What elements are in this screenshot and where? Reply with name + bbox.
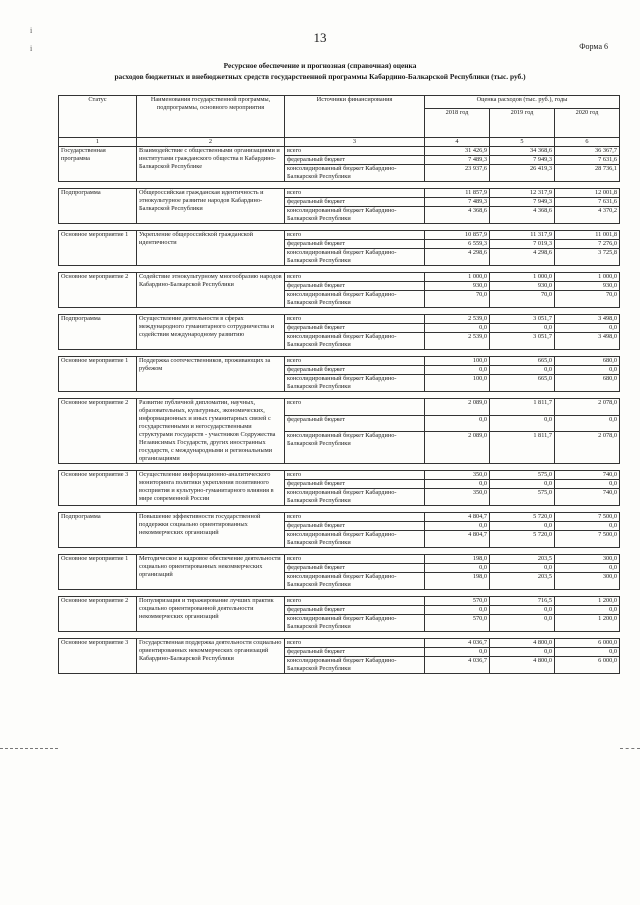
column-number: 5	[490, 138, 555, 147]
row-program-name: Осуществление деятельности в сферах международного гуманитарного сотрудничества и содействия международному развитию	[137, 315, 285, 350]
funding-source: консолидированный бюджет Кабардино-Балкарской Республики	[285, 573, 425, 590]
block-spacer	[59, 182, 620, 189]
funding-source: всего	[285, 555, 425, 564]
expense-value: 100,0	[425, 357, 490, 366]
expense-value: 0,0	[490, 606, 555, 615]
expense-value: 665,0	[490, 375, 555, 392]
column-number: 6	[555, 138, 620, 147]
expense-value: 2 539,0	[425, 315, 490, 324]
expense-value: 6 559,3	[425, 240, 490, 249]
expense-value: 3 051,7	[490, 333, 555, 350]
block-spacer	[59, 308, 620, 315]
block-spacer-cell	[59, 464, 620, 471]
block-spacer-cell	[59, 590, 620, 597]
expense-value: 0,0	[490, 564, 555, 573]
expense-value: 31 426,9	[425, 147, 490, 156]
expense-value: 0,0	[425, 415, 490, 432]
block-spacer	[59, 266, 620, 273]
column-number: 1	[59, 138, 137, 147]
table-row	[59, 147, 620, 156]
row-status: Подпрограмма	[59, 189, 137, 224]
expense-value: 0,0	[555, 564, 620, 573]
expense-value: 0,0	[555, 522, 620, 531]
funding-source: всего	[285, 189, 425, 198]
expense-value: 300,0	[555, 573, 620, 590]
block-spacer	[59, 464, 620, 471]
expense-value: 2 089,0	[425, 399, 490, 416]
expense-value: 6 000,0	[555, 639, 620, 648]
expense-value: 930,0	[425, 282, 490, 291]
expense-value: 930,0	[555, 282, 620, 291]
expense-value: 2 089,0	[425, 432, 490, 464]
funding-source: консолидированный бюджет Кабардино-Балкарской Республики	[285, 489, 425, 506]
block-spacer	[59, 224, 620, 231]
expense-value: 70,0	[555, 291, 620, 308]
expense-value: 7 019,3	[490, 240, 555, 249]
expense-value: 3 498,0	[555, 315, 620, 324]
expense-value: 34 368,6	[490, 147, 555, 156]
scan-edge-line	[620, 748, 640, 749]
block-spacer	[59, 506, 620, 513]
table-row	[59, 513, 620, 522]
expense-value: 11 317,9	[490, 231, 555, 240]
funding-source: федеральный бюджет	[285, 282, 425, 291]
expense-value: 2 078,0	[555, 432, 620, 464]
block-spacer	[59, 392, 620, 399]
expense-value: 680,0	[555, 357, 620, 366]
expense-value: 7 489,3	[425, 156, 490, 165]
expense-value: 7 631,6	[555, 156, 620, 165]
expense-value: 1 200,0	[555, 597, 620, 606]
funding-source: федеральный бюджет	[285, 648, 425, 657]
expense-value: 6 000,0	[555, 657, 620, 674]
scan-edge-line	[0, 748, 58, 749]
expense-value: 5 720,0	[490, 513, 555, 522]
expense-value: 70,0	[490, 291, 555, 308]
funding-source: всего	[285, 147, 425, 156]
budget-table-body	[59, 147, 620, 674]
block-spacer-cell	[59, 266, 620, 273]
expense-value: 300,0	[555, 555, 620, 564]
funding-source: федеральный бюджет	[285, 480, 425, 489]
row-program-name: Государственная поддержка деятельности социально ориентированных некоммерческих организаций Кабардино-Балкарской Республики	[137, 639, 285, 674]
expense-value: 1 811,7	[490, 399, 555, 416]
expense-value: 11 857,9	[425, 189, 490, 198]
expense-value: 665,0	[490, 357, 555, 366]
table-row	[59, 231, 620, 240]
expense-value: 350,0	[425, 471, 490, 480]
funding-source: консолидированный бюджет Кабардино-Балкарской Республики	[285, 291, 425, 308]
row-status: Подпрограмма	[59, 513, 137, 548]
funding-source: консолидированный бюджет Кабардино-Балкарской Республики	[285, 333, 425, 350]
expense-value: 930,0	[490, 282, 555, 291]
expense-value: 570,0	[425, 615, 490, 632]
header-estimate: Оценка расходов (тыс. руб.), годы	[425, 96, 620, 109]
expense-value: 0,0	[555, 606, 620, 615]
expense-value: 2 078,0	[555, 399, 620, 416]
expense-value: 10 857,9	[425, 231, 490, 240]
funding-source: федеральный бюджет	[285, 198, 425, 207]
funding-source: консолидированный бюджет Кабардино-Балкарской Республики	[285, 432, 425, 464]
expense-value: 4 370,2	[555, 207, 620, 224]
block-spacer-cell	[59, 308, 620, 315]
expense-value: 36 367,7	[555, 147, 620, 156]
expense-value: 1 200,0	[555, 615, 620, 632]
funding-source: федеральный бюджет	[285, 415, 425, 432]
expense-value: 7 949,3	[490, 156, 555, 165]
expense-value: 4 368,6	[425, 207, 490, 224]
funding-source: федеральный бюджет	[285, 564, 425, 573]
expense-value: 4 804,7	[425, 531, 490, 548]
row-status: Основное мероприятие 1	[59, 357, 137, 392]
funding-source: федеральный бюджет	[285, 366, 425, 375]
expense-value: 11 001,8	[555, 231, 620, 240]
expense-value: 28 736,1	[555, 165, 620, 182]
expense-value: 0,0	[425, 522, 490, 531]
expense-value: 4 298,6	[425, 249, 490, 266]
expense-value: 575,0	[490, 471, 555, 480]
table-row	[59, 357, 620, 366]
document-title	[40, 60, 600, 82]
expense-value: 0,0	[555, 648, 620, 657]
row-status: Основное мероприятие 1	[59, 231, 137, 266]
expense-value: 4 298,6	[490, 249, 555, 266]
expense-value: 12 001,8	[555, 189, 620, 198]
expense-value: 12 317,9	[490, 189, 555, 198]
block-spacer-cell	[59, 506, 620, 513]
funding-source: консолидированный бюджет Кабардино-Балкарской Республики	[285, 657, 425, 674]
expense-value: 7 949,3	[490, 198, 555, 207]
row-status: Основное мероприятие 3	[59, 471, 137, 506]
expense-value: 3 051,7	[490, 315, 555, 324]
expense-value: 0,0	[490, 615, 555, 632]
form-label: Форма 6	[579, 42, 608, 51]
funding-source: федеральный бюджет	[285, 522, 425, 531]
funding-source: всего	[285, 273, 425, 282]
row-program-name: Укрепление общероссийской гражданской идентичности	[137, 231, 285, 266]
title-line: расходов бюджетных и внебюджетных средств государственной программы Кабардино-Балкарской Республики (тыс. руб.)	[114, 72, 526, 81]
expense-value: 23 937,6	[425, 165, 490, 182]
block-spacer	[59, 632, 620, 639]
funding-source: консолидированный бюджет Кабардино-Балкарской Республики	[285, 249, 425, 266]
expense-value: 0,0	[555, 415, 620, 432]
header-source: Источники финансирования	[285, 96, 425, 138]
expense-value: 0,0	[425, 564, 490, 573]
expense-value: 2 539,0	[425, 333, 490, 350]
expense-value: 0,0	[425, 366, 490, 375]
row-program-name: Развитие публичной дипломатии, научных, образовательных, культурных, экономических, информационных и иных гуманитарных связей с государственными и негосударственными структурами государств - участников Содружества Независимых Государств, других иностранных государств, с международными и региональными организациями	[137, 399, 285, 464]
row-status: Подпрограмма	[59, 315, 137, 350]
margin-mark: і	[30, 26, 33, 35]
table-row	[59, 471, 620, 480]
funding-source: консолидированный бюджет Кабардино-Балкарской Республики	[285, 615, 425, 632]
table-row	[59, 399, 620, 416]
funding-source: федеральный бюджет	[285, 240, 425, 249]
budget-table	[58, 95, 620, 674]
expense-value: 203,5	[490, 573, 555, 590]
expense-value: 4 368,6	[490, 207, 555, 224]
table-row	[59, 639, 620, 648]
expense-value: 0,0	[490, 415, 555, 432]
expense-value: 3 498,0	[555, 333, 620, 350]
expense-value: 4 036,7	[425, 639, 490, 648]
expense-value: 1 000,0	[555, 273, 620, 282]
row-program-name: Общероссийская гражданская идентичность и этнокультурное развитие народов Кабардино-Балкарской Республики	[137, 189, 285, 224]
header-status: Статус	[59, 96, 137, 138]
funding-source: всего	[285, 315, 425, 324]
funding-source: федеральный бюджет	[285, 324, 425, 333]
block-spacer	[59, 590, 620, 597]
expense-value: 7 500,0	[555, 531, 620, 548]
expense-value: 198,0	[425, 555, 490, 564]
row-program-name: Популяризация и тиражирование лучших практик социально ориентированной деятельности некоммерческих организаций	[137, 597, 285, 632]
expense-value: 70,0	[425, 291, 490, 308]
funding-source: федеральный бюджет	[285, 606, 425, 615]
expense-value: 7 631,6	[555, 198, 620, 207]
funding-source: всего	[285, 357, 425, 366]
expense-value: 26 419,3	[490, 165, 555, 182]
expense-value: 0,0	[425, 480, 490, 489]
header-year: 2018 год	[425, 109, 490, 138]
block-spacer	[59, 350, 620, 357]
row-status: Основное мероприятие 2	[59, 597, 137, 632]
expense-value: 0,0	[555, 324, 620, 333]
expense-value: 5 720,0	[490, 531, 555, 548]
expense-value: 4 800,0	[490, 657, 555, 674]
expense-value: 4 804,7	[425, 513, 490, 522]
row-program-name: Содействие этнокультурному многообразию народов Кабардино-Балкарской Республики	[137, 273, 285, 308]
funding-source: консолидированный бюджет Кабардино-Балкарской Республики	[285, 207, 425, 224]
row-status: Основное мероприятие 3	[59, 639, 137, 674]
expense-value: 1 811,7	[490, 432, 555, 464]
column-number: 4	[425, 138, 490, 147]
funding-source: всего	[285, 513, 425, 522]
expense-value: 198,0	[425, 573, 490, 590]
expense-value: 0,0	[490, 366, 555, 375]
expense-value: 570,0	[425, 597, 490, 606]
margin-mark: і	[30, 44, 33, 53]
expense-value: 100,0	[425, 375, 490, 392]
expense-value: 7 276,0	[555, 240, 620, 249]
title-line: Ресурсное обеспечение и прогнозная (справочная) оценка	[223, 61, 417, 70]
expense-value: 0,0	[490, 648, 555, 657]
row-program-name: Взаимодействие с общественными организациями и институтами гражданского общества в Кабардино-Балкарской Республике	[137, 147, 285, 182]
block-spacer-cell	[59, 224, 620, 231]
funding-source: всего	[285, 399, 425, 416]
expense-value: 716,5	[490, 597, 555, 606]
page-number: 13	[313, 30, 327, 45]
column-number: 2	[137, 138, 285, 147]
row-program-name: Осуществление информационно-аналитического мониторинга политики укрепления позитивного восприятия и культурно-гуманитарного влияния в мире современной России	[137, 471, 285, 506]
expense-value: 0,0	[425, 606, 490, 615]
expense-value: 1 000,0	[490, 273, 555, 282]
row-status: Основное мероприятие 2	[59, 399, 137, 464]
funding-source: всего	[285, 639, 425, 648]
funding-source: федеральный бюджет	[285, 156, 425, 165]
row-program-name: Повышение эффективности государственной поддержки социально ориентированных некоммерческих организаций	[137, 513, 285, 548]
expense-value: 575,0	[490, 489, 555, 506]
expense-value: 740,0	[555, 471, 620, 480]
block-spacer-cell	[59, 392, 620, 399]
block-spacer-cell	[59, 350, 620, 357]
funding-source: всего	[285, 597, 425, 606]
expense-value: 0,0	[555, 366, 620, 375]
expense-value: 740,0	[555, 489, 620, 506]
header-year: 2019 год	[490, 109, 555, 138]
expense-value: 0,0	[425, 324, 490, 333]
funding-source: всего	[285, 471, 425, 480]
block-spacer-cell	[59, 182, 620, 189]
funding-source: консолидированный бюджет Кабардино-Балкарской Республики	[285, 375, 425, 392]
funding-source: консолидированный бюджет Кабардино-Балкарской Республики	[285, 531, 425, 548]
row-status: Государственная программа	[59, 147, 137, 182]
expense-value: 4 800,0	[490, 639, 555, 648]
expense-value: 0,0	[490, 522, 555, 531]
column-number: 3	[285, 138, 425, 147]
expense-value: 0,0	[490, 324, 555, 333]
expense-value: 203,5	[490, 555, 555, 564]
expense-value: 1 000,0	[425, 273, 490, 282]
row-program-name: Методическое и кадровое обеспечение деятельности социально ориентированных некоммерческих организаций	[137, 555, 285, 590]
header-year: 2020 год	[555, 109, 620, 138]
header-name: Наименования государственной программы, подпрограммы, основного мероприятия	[137, 96, 285, 138]
funding-source: консолидированный бюджет Кабардино-Балкарской Республики	[285, 165, 425, 182]
funding-source: всего	[285, 231, 425, 240]
row-program-name: Поддержка соотечественников, проживающих за рубежом	[137, 357, 285, 392]
block-spacer	[59, 548, 620, 555]
block-spacer-cell	[59, 632, 620, 639]
expense-value: 0,0	[490, 480, 555, 489]
expense-value: 3 725,8	[555, 249, 620, 266]
row-status: Основное мероприятие 1	[59, 555, 137, 590]
expense-value: 7 489,3	[425, 198, 490, 207]
expense-value: 0,0	[425, 648, 490, 657]
table-row	[59, 597, 620, 606]
table-row	[59, 555, 620, 564]
row-status: Основное мероприятие 2	[59, 273, 137, 308]
expense-value: 0,0	[555, 480, 620, 489]
table-row	[59, 273, 620, 282]
expense-value: 4 036,7	[425, 657, 490, 674]
expense-value: 680,0	[555, 375, 620, 392]
table-row	[59, 315, 620, 324]
block-spacer-cell	[59, 548, 620, 555]
expense-value: 7 500,0	[555, 513, 620, 522]
expense-value: 350,0	[425, 489, 490, 506]
table-row	[59, 189, 620, 198]
